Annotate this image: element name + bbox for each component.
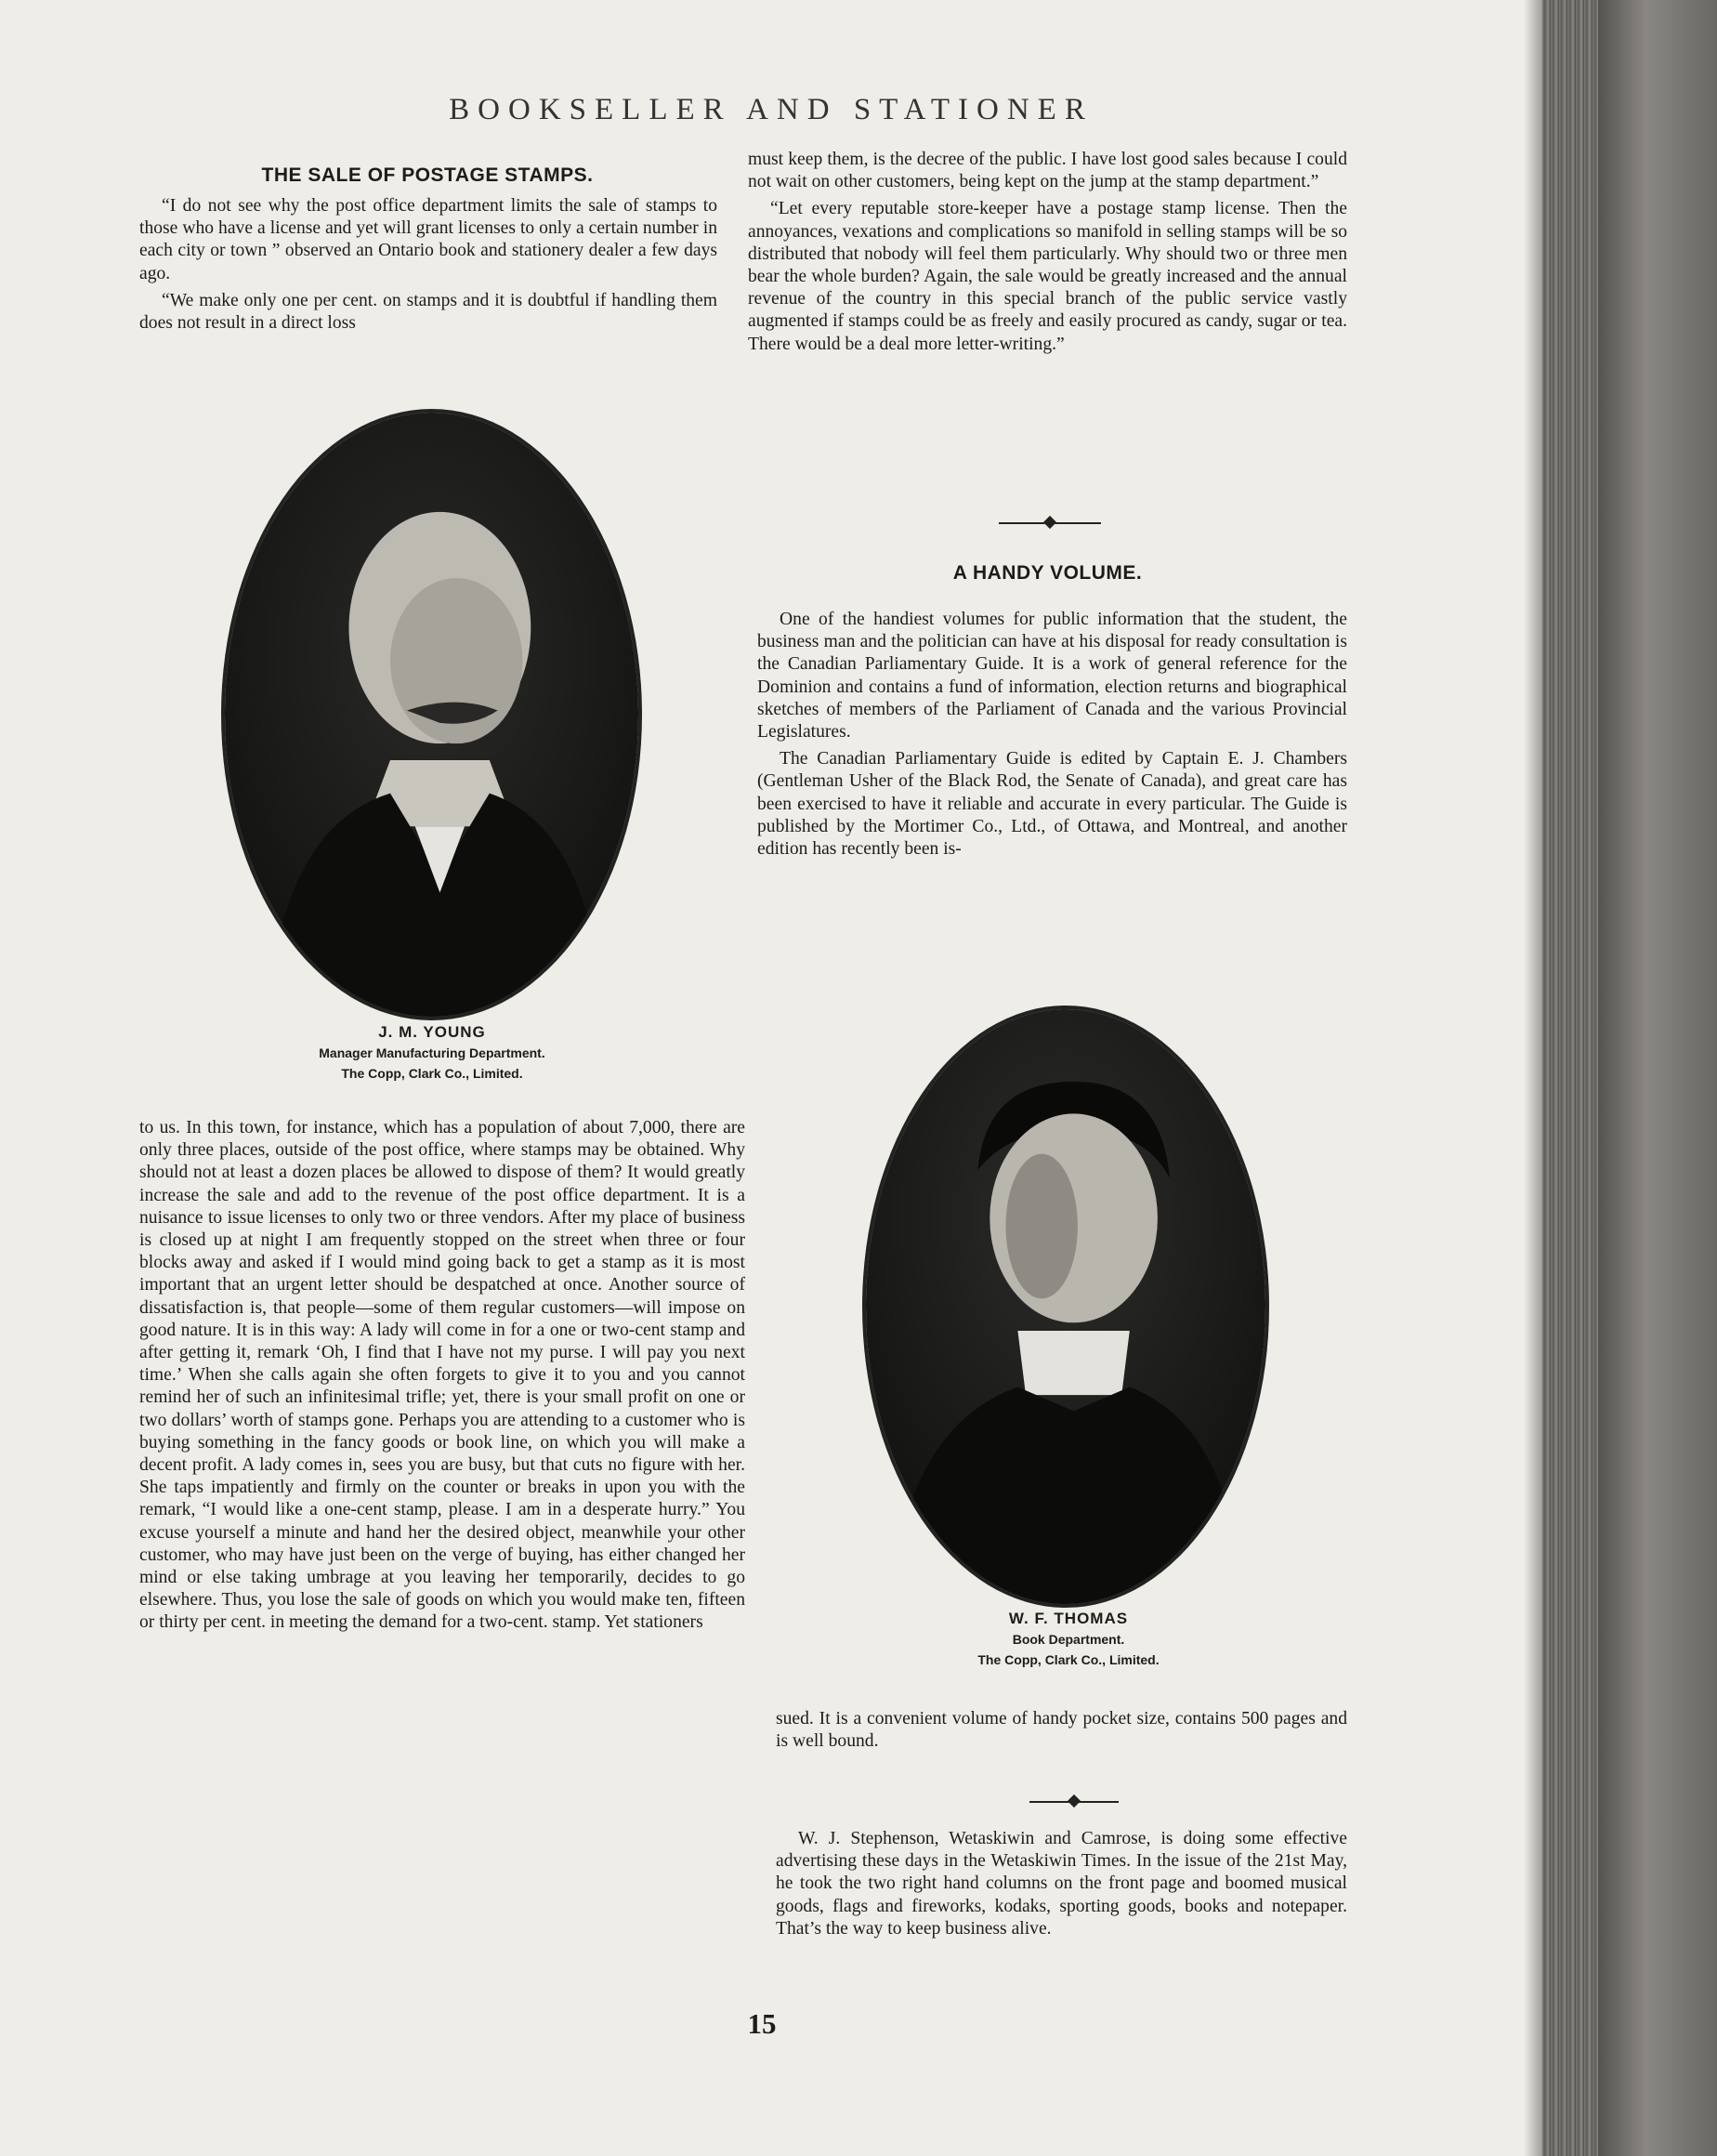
article-paragraph: “Let every reputable store-keeper have a postage stamp license. Then the annoyances, vexations and complications so manifold in selling stamps will be so distributed that nobody will feel them particularly. Why should two or three men bear the whole burden? Again, the sale would be greatly increased and the annual revenue of the country in this special branch of the public service vastly augmented if stamps could be as freely and easily procured as candy, sugar or tea. There would be a deal more letter-writing.” (748, 199, 1347, 354)
portrait-photo-young (221, 409, 642, 1020)
article-text-column (776, 1828, 1347, 1940)
article-text-column (139, 1117, 745, 1635)
portrait-caption-young (223, 1022, 641, 1084)
article-text-column (757, 609, 1347, 861)
article-paragraph: “We make only one per cent. on stamps and it is doubtful if handling them does not result in a direct loss (139, 290, 717, 334)
portrait-photo-thomas (862, 1006, 1269, 1608)
section-divider-ornament (1029, 1795, 1119, 1808)
article-paragraph: must keep them, is the decree of the public. I have lost good sales because I could not wait on other customers, being kept on the jump at the stamp department.” (748, 150, 1347, 192)
article-text-column (776, 1708, 1347, 1753)
article-headline-handy-volume: A HANDY VOLUME. (952, 562, 1143, 584)
article-headline-postage-stamps: THE SALE OF POSTAGE STAMPS. (261, 164, 594, 186)
section-divider-ornament (999, 517, 1101, 530)
article-paragraph: “I do not see why the post office department limits the sale of stamps to those who have a license and yet will grant licenses to only a certain number in each city or town ” observed an Ontario book and stationery dealer a few days ago. (139, 196, 717, 283)
page-number: 15 (747, 2007, 777, 2040)
caption-name: J. M. YOUNG (378, 1023, 486, 1041)
article-text-column (748, 149, 1347, 356)
caption-title: Book Department. (1012, 1632, 1125, 1647)
article-paragraph: to us. In this town, for instance, which has a population of about 7,000, there are only three places, outside of the post office, where stamps may be obtained. Why should not at least a dozen places be allowed to dispose of them? It would greatly increase the sale and add to the revenue of the post office department. It is a nuisance to issue licenses to only two or three vendors. After my place of business is closed up at night I am frequently stopped on the street when three or four blocks away and asked if I would mind going back to get a stamp as it is most important that an urgent letter should be despatched at once. Another source of dissatisfaction is, that people—some of them regular customers—will impose on good nature. It is in this way: A lady will come in for a one or two-cent stamp and after getting it, remark ‘Oh, I find that I have not my purse. I will pay you next time.’ When she calls again she often forgets to give it to you and you cannot remind her of such an infinitesimal trifle; yet, there is your small profit on one or two dollars’ worth of stamps gone. Perhaps you are attending to a customer who is buying something in the fancy goods or book line, on which you will make a decent profit. A lady comes in, sees you are busy, but that cuts no figure with her. She taps impatiently and firmly on the counter or breaks in upon you with the remark, “I would like a one-cent stamp, please. I am in a desperate hurry.” You excuse yourself a minute and hand her the desired object, meanwhile your other customer, who may have just been on the verge of buying, has either changed her mind or else taking umbrage at you leaving her temporarily, decides to go elsewhere. Thus, you lose the sale of goods on which you would make ten, fifteen or thirty per cent. in meeting the demand for a two-cent. stamp. Yet stationers (139, 1118, 745, 1633)
caption-company: The Copp, Clark Co., Limited. (341, 1066, 523, 1081)
article-paragraph: W. J. Stephenson, Wetaskiwin and Camrose, is doing some effective advertising these days in the Wetaskiwin Times. In the issue of the 21st May, he took the two right hand columns on the front page and boomed musical goods, flags and fireworks, kodaks, sporting goods, books and notepaper. That’s the way to keep business alive. (776, 1829, 1347, 1939)
caption-title: Manager Manufacturing Department. (319, 1045, 545, 1060)
article-text-column (139, 195, 717, 335)
portrait-caption-thomas (869, 1609, 1268, 1670)
book-page-edges (1542, 0, 1717, 2156)
caption-company: The Copp, Clark Co., Limited. (977, 1652, 1160, 1667)
article-paragraph: sued. It is a convenient volume of handy pocket size, contains 500 pages and is well bound. (776, 1709, 1347, 1752)
caption-name: W. F. THOMAS (1008, 1610, 1129, 1627)
article-paragraph: One of the handiest volumes for public information that the student, the business man and the politician can have at his disposal for ready consultation is the Canadian Parliamentary Guide. It is a work of general reference for the Dominion and contains a fund of information, election returns and biographical sketches of members of the Parliament of Canada and the various Provincial Legislatures. (757, 610, 1347, 743)
article-paragraph: The Canadian Parliamentary Guide is edited by Captain E. J. Chambers (Gentleman Usher of the Black Rod, the Senate of Canada), and great care has been exercised to have it reliable and accurate in every particular. The Guide is published by the Mortimer Co., Ltd., of Ottawa, and Montreal, and another edition has recently been is- (757, 749, 1347, 860)
running-head: BOOKSELLER AND STATIONER (449, 93, 1094, 126)
